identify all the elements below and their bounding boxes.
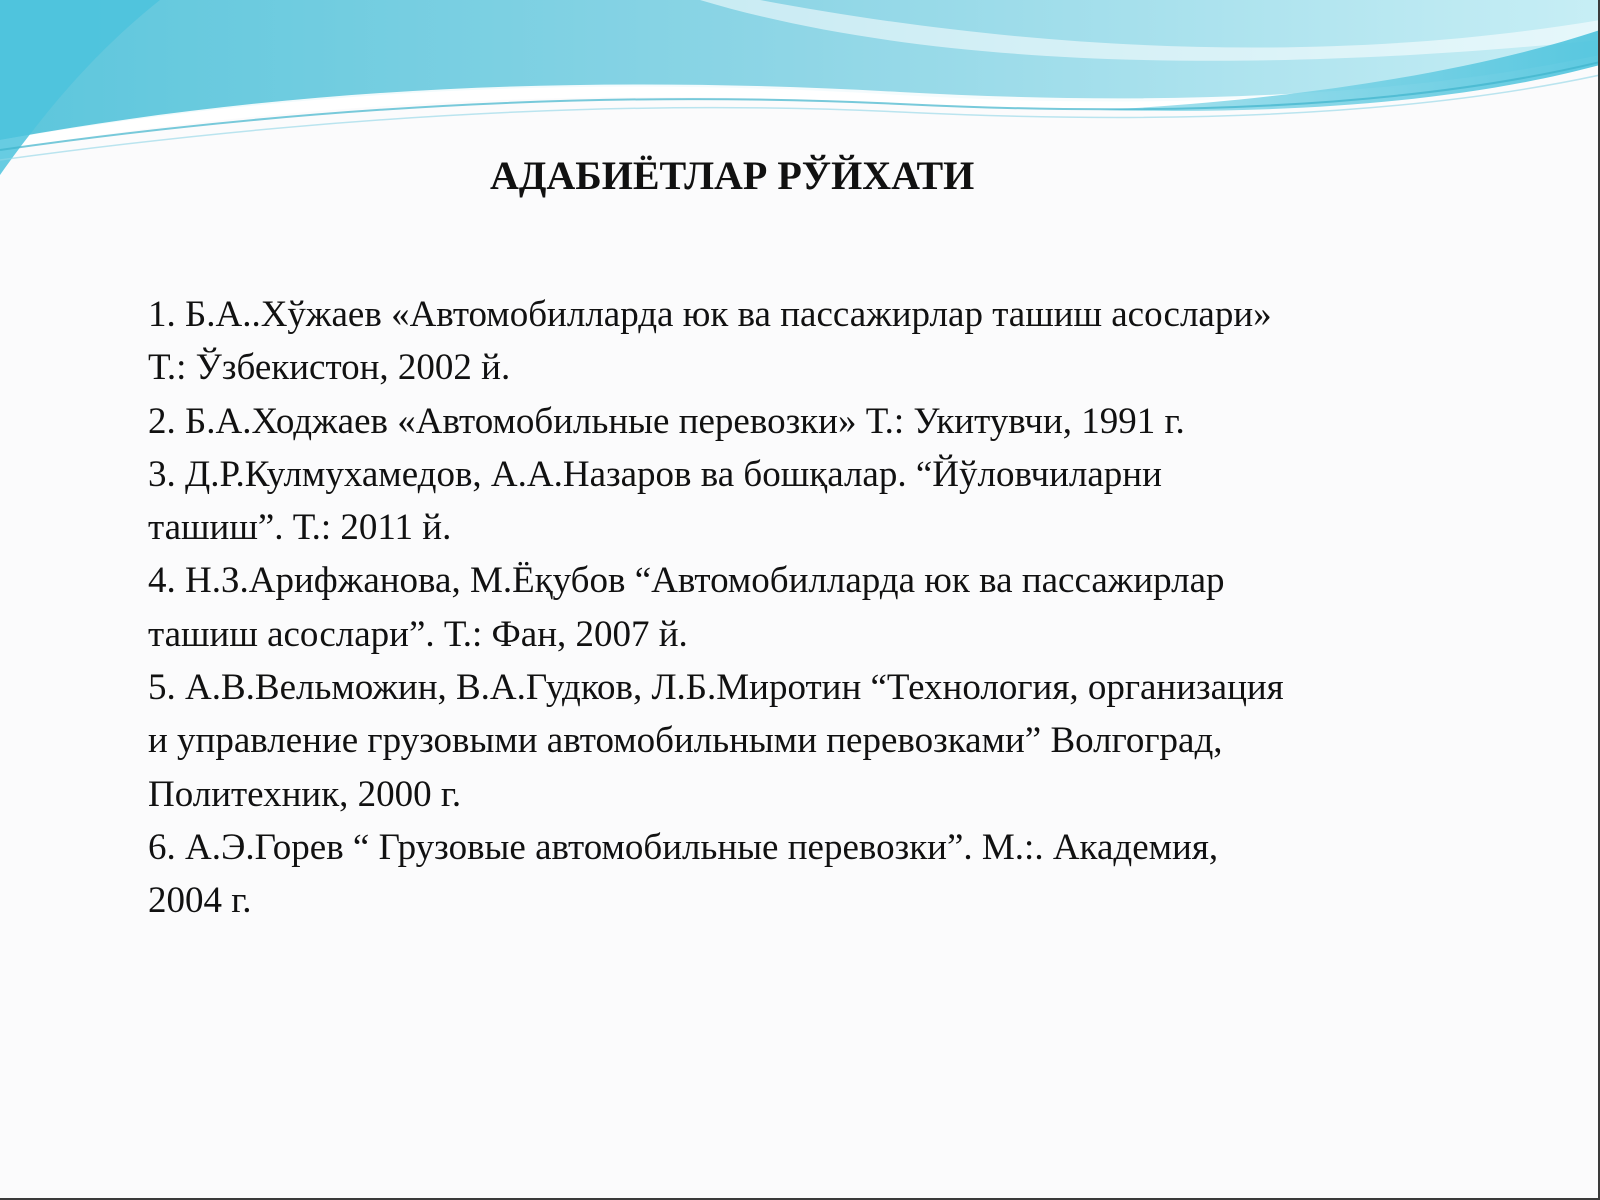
reference-item-4: 4. Н.З.Арифжанова, М.Ёқубов “Автомобилларда юк ва пассажирлар ташиш асослари”. Т.: Фан, 2007 й. [148,560,1225,655]
reference-item-6: 6. А.Э.Горев “ Грузовые автомобильные перевозки”. М.:. Академия, 2004 г. [148,826,1219,922]
reference-list [148,288,1548,928]
reference-item-3: 3. Д.Р.Кулмухамедов, А.А.Назаров ва бошқалар. “Йўловчиларни ташиш”. Т.: 2011 й. [148,453,1162,549]
reference-item-2: 2. Б.А.Ходжаев «Автомобильные перевозки» Т.: Укитувчи, 1991 г. [148,400,1185,442]
reference-item-1: 1. Б.А..Хўжаев «Автомобилларда юк ва пассажирлар ташиш асослари» Т.: Ўзбекистон, 2002 й. [148,294,1272,389]
reference-item-5: 5. А.В.Вельможин, В.А.Гудков, Л.Б.Миротин “Технология, организация и управление грузовыми автомобильными перевозками” Волгоград, Политехник, 2000 г. [148,667,1284,815]
page-title: АДАБИЁТЛАР РЎЙХАТИ [490,153,975,198]
